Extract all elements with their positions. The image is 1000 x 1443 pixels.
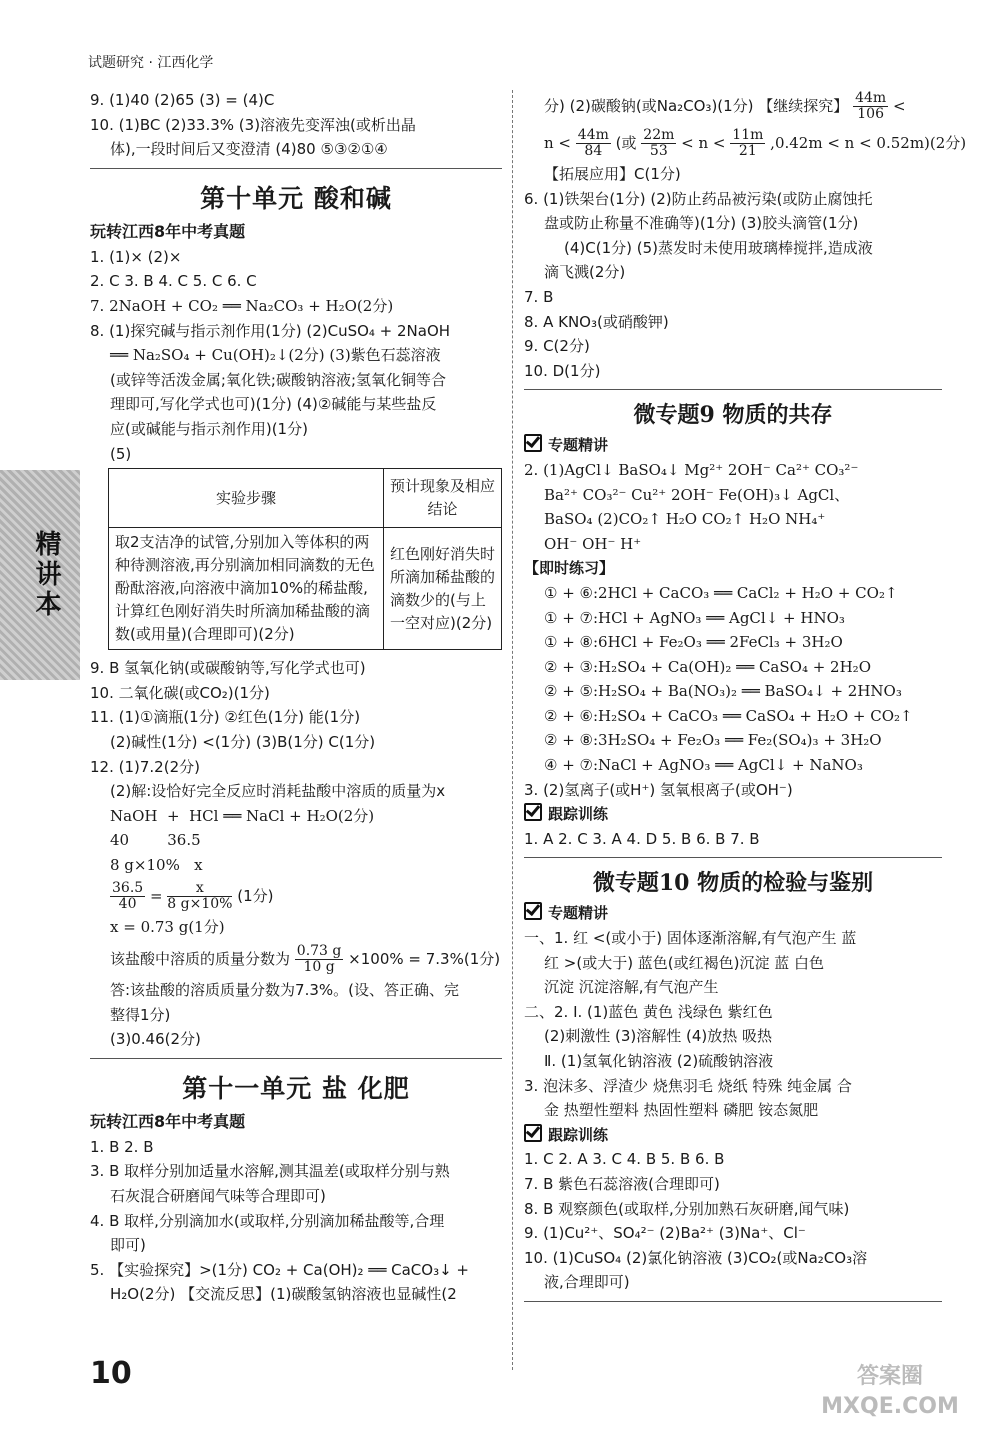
answer-line: 二、2. Ⅰ. (1)蓝色 黄色 浅绿色 紫红色 [524, 1002, 773, 1021]
answer-line: 1. (1)× (2)× [90, 247, 182, 266]
checkbox-icon [524, 1124, 542, 1142]
answer-line: 石灰混合研磨闻气味等合理即可) [110, 1187, 326, 1206]
section-rule [524, 1301, 942, 1302]
answer-line: 沉淀 沉淀溶解,有气泡产生 [544, 978, 719, 997]
answer-line: 滴飞溅(2分) [544, 263, 626, 282]
answer-line: 2. C 3. B 4. C 5. C 6. C [90, 272, 257, 291]
answer-line: 7. B 紫色石蕊溶液(合理即可) [524, 1174, 720, 1193]
answer-line: 10. D(1分) [524, 361, 601, 380]
answer-line: 9. (1)Cu²⁺、SO₄²⁻ (2)Ba²⁺ (3)Na⁺、Cl⁻ [524, 1224, 806, 1243]
section-rule [524, 857, 942, 858]
topic-9-section: 专题精讲 [524, 433, 942, 458]
answer-line: 1. A 2. C 3. A 4. D 5. B 6. B 7. B [524, 829, 760, 848]
answer-line: 10. (1)BC (2)33.3% (3)溶液先变浑浊(或析出晶 [90, 115, 416, 134]
column-divider [512, 90, 513, 1370]
equation-line: ② + ⑧:3H₂SO₄ + Fe₂O₃ ══ Fe₂(SO₄)₃ + 3H₂O [544, 731, 882, 750]
right-column [524, 88, 967, 1308]
answer-line: Ba²⁺ CO₃²⁻ Cu²⁺ 2OH⁻ Fe(OH)₃↓ AgCl、 [544, 485, 850, 504]
answer-line: (2)碱性(1分) <(1分) (3)B(1分) C(1分) [110, 732, 376, 751]
equation-line: ② + ③:H₂SO₄ + Ca(OH)₂ ══ CaSO₄ + 2H₂O [544, 657, 871, 676]
answer-line: ══ Na₂SO₄ + Cu(OH)₂↓(2分) (3)紫色石蕊溶液 [110, 346, 441, 365]
answer-line: 9. (1)40 (2)65 (3) = (4)C [90, 91, 275, 109]
answer-line: 8. A KNO₃(或硝酸钾) [524, 312, 669, 331]
fraction: $\frac{44m}{84}$ [577, 127, 609, 159]
answer-line: 9. B 氢氧化钠(或碳酸钠等,写化学式也可) [90, 659, 366, 678]
answer-line: 4. B 取样,分别滴加水(或取样,分别滴加稀盐酸等,合理 [90, 1211, 445, 1230]
answer-line: 【拓展应用】C(1分) [544, 165, 681, 183]
topic-9-training: 跟踪训练 [524, 802, 942, 827]
answer-line: 整得1分) [110, 1005, 171, 1024]
answer-line: 液,合理即可) [544, 1273, 630, 1292]
equation-line: NaOH + HCl ══ NaCl + H₂O(2分) [110, 806, 375, 825]
answer-line: 3. B 取样分别加适量水溶解,测其温差(或取样分别与熟 [90, 1162, 450, 1181]
answer-line: 盘或防止称量不准确等)(1分) (3)胶头滴管(1分) [544, 214, 859, 233]
equation-line: 8 g×10% x [110, 855, 203, 874]
answer-line: x = 0.73 g(1分) [110, 918, 225, 937]
answer-line: 11. (1)①滴瓶(1分) ②红色(1分) 能(1分) [90, 708, 361, 727]
answer-line: 10. (1)CuSO₄ (2)氯化钠溶液 (3)CO₂(或Na₂CO₃溶 [524, 1248, 868, 1267]
topic-10-training: 跟踪训练 [524, 1123, 942, 1148]
equation-line: 40 36.5 [110, 831, 201, 850]
answer-line: 应(或碱能与指示剂作用)(1分) [110, 419, 308, 438]
answer-line: 1. B 2. B [90, 1137, 154, 1156]
section-rule [90, 168, 502, 169]
answer-line: 12. (1)7.2(2分) [90, 757, 200, 776]
answer-line: 即可) [110, 1236, 146, 1255]
checkbox-icon [524, 434, 542, 452]
answer-line: 2. (1)AgCl↓ BaSO₄↓ Mg²⁺ 2OH⁻ Ca²⁺ CO₃²⁻ [524, 460, 859, 479]
answer-line: 7. 2NaOH + CO₂ ══ Na₂CO₃ + H₂O(2分) [90, 296, 394, 315]
section-rule [90, 1058, 502, 1059]
experiment-table [108, 468, 502, 650]
answer-line: 10. 二氧化碳(或CO₂)(1分) [90, 683, 270, 702]
answer-line: 体),一段时间后又变澄清 (4)80 ⑤③②①④ [110, 140, 388, 159]
fraction: $\frac{22m}{53}$ [643, 127, 675, 159]
equation-line: ② + ⑥:H₂SO₄ + CaCO₃ ══ CaSO₄ + H₂O + CO₂↑ [544, 706, 913, 725]
fraction: $\frac{0.73 g}{10 g}$ [296, 943, 342, 976]
table-cell-steps: 取2支洁净的试管,分别加入等体积的两种待测溶液,再分别滴加相同滴数的无色酚酞溶液,向溶液中滴加10%的稀盐酸,计算红色刚好消失时所滴加稀盐酸的滴数(或用量)(合理即可)(2分) [109, 528, 384, 650]
answer-line: 金 热塑性塑料 热固性塑料 磷肥 铵态氮肥 [544, 1101, 819, 1120]
topic-10-title: 微专题10 物质的检验与鉴别 [592, 870, 874, 897]
equation-line: ② + ⑤:H₂SO₄ + Ba(NO₃)₂ ══ BaSO₄↓ + 2HNO₃ [544, 682, 902, 701]
answer-line: 7. B [524, 287, 554, 306]
answer-line: 1. C 2. A 3. C 4. B 5. B 6. B [524, 1150, 725, 1169]
running-header: 试题研究 · 江西化学 [88, 55, 214, 71]
table-header-steps: 实验步骤 [109, 469, 384, 528]
side-tab-label: 精讲本 [31, 530, 61, 620]
answer-line: 9. C(2分) [524, 337, 590, 356]
left-column [90, 88, 502, 1307]
section-rule [524, 389, 942, 390]
inequality-line: n < $\frac{44m}{84}$ (或 $\frac{22m}{53}$ < n < $\frac{11m}{21}$ ,0.42m < n < 0.52m)(2分) [544, 127, 967, 159]
fraction: $\frac{36.5}{40}$ [112, 880, 144, 913]
fraction: $\frac{11m}{21}$ [732, 127, 764, 159]
answer-line: (2)解:设恰好完全反应时消耗盐酸中溶质的质量为x [110, 782, 446, 801]
fraction: $\frac{44m}{106}$ [855, 90, 887, 122]
unit-11-title: 第十一单元 盐 化肥 [182, 1073, 410, 1103]
answer-line: 红 >(或大于) 蓝色(或红褐色)沉淀 蓝 白色 [544, 953, 825, 972]
fraction: $\frac{x}{8 g\times 10\%}$ [167, 880, 233, 913]
unit-11-section: 玩转江西8年中考真题 [90, 1111, 246, 1131]
unit-10-title: 第十单元 酸和碱 [200, 183, 392, 213]
checkbox-icon [524, 902, 542, 920]
answer-line: 答:该盐酸的溶质质量分数为7.3%。(设、答正确、完 [110, 981, 460, 1000]
equation-line: ① + ⑦:HCl + AgNO₃ ══ AgCl↓ + HNO₃ [544, 608, 845, 627]
percent-line: 该盐酸中溶质的质量分数为 $\frac{0.73 g}{10 g}$ ×100% = 7.3%(1分) [110, 943, 501, 976]
answer-line: (5) [110, 444, 132, 463]
answer-line: 6. (1)铁架台(1分) (2)防止药品被污染(或防止腐蚀托 [524, 189, 873, 208]
answer-line: 8. (1)探究碱与指示剂作用(1分) (2)CuSO₄ + 2NaOH [90, 321, 451, 340]
equation-line: ④ + ⑦:NaCl + AgNO₃ ══ AgCl↓ + NaNO₃ [544, 756, 863, 775]
table-cell-results: 红色刚好消失时所滴加稀盐酸的滴数少的(与上一空对应)(2分) [384, 528, 502, 650]
answer-line: (或锌等活泼金属;氧化铁;碳酸钠溶液;氢氧化铜等合 [110, 370, 447, 389]
answer-line: 3. 泡沫多、浮渣少 烧焦羽毛 烧纸 特殊 纯金属 合 [524, 1076, 852, 1095]
answer-line: 8. B 观察颜色(或取样,分别加熟石灰研磨,闻气味) [524, 1199, 850, 1218]
watermark-logo: 答案圈 MXQE.COM [821, 1364, 959, 1419]
answer-line: (3)0.46(2分) [110, 1030, 201, 1049]
answer-line: H₂O(2分) 【交流反思】(1)碳酸氢钠溶液也显碱性(2 [110, 1285, 457, 1304]
page-number: 10 [90, 1356, 132, 1391]
answer-line: OH⁻ OH⁻ H⁺ [544, 534, 642, 553]
answer-line: 理即可,写化学式也可)(1分) (4)②碱能与某些盐反 [110, 395, 437, 414]
table-header-results: 预计现象及相应结论 [384, 469, 502, 528]
unit-10-section: 玩转江西8年中考真题 [90, 221, 246, 241]
topic-9-practice: 【即时练习】 [524, 559, 615, 578]
equation-line: ① + ⑥:2HCl + CaCO₃ ══ CaCl₂ + H₂O + CO₂↑ [544, 583, 898, 602]
topic-9-title: 微专题9 物质的共存 [633, 402, 833, 429]
answer-line: 3. (2)氢离子(或H⁺) 氢氧根离子(或OH⁻) [524, 780, 793, 799]
answer-line: (2)刺激性 (3)溶解性 (4)放热 吸热 [544, 1027, 773, 1046]
proportion-line: $\frac{36.5}{40}$ = $\frac{x}{8 g\times 10\%}$ (1分) [112, 880, 274, 913]
answer-line: 一、1. 红 <(或小于) 固体逐渐溶解,有气泡产生 蓝 [524, 929, 857, 948]
answer-line: BaSO₄ (2)CO₂↑ H₂O CO₂↑ H₂O NH₄⁺ [544, 510, 826, 529]
equation-line: ① + ⑧:6HCl + Fe₂O₃ ══ 2FeCl₃ + 3H₂O [544, 633, 843, 652]
answer-line: 5. 【实验探究】>(1分) CO₂ + Ca(OH)₂ ══ CaCO₃↓ + [90, 1260, 469, 1279]
checkbox-icon [524, 803, 542, 821]
continued-line: 分) (2)碳酸钠(或Na₂CO₃)(1分) 【继续探究】 $\frac{44m}{106}$ < [544, 90, 906, 122]
topic-10-section: 专题精讲 [524, 901, 942, 926]
answer-line: Ⅱ. (1)氢氧化钠溶液 (2)硫酸钠溶液 [544, 1052, 774, 1070]
answer-line: (4)C(1分) (5)蒸发时未使用玻璃棒搅拌,造成液 [564, 238, 873, 257]
